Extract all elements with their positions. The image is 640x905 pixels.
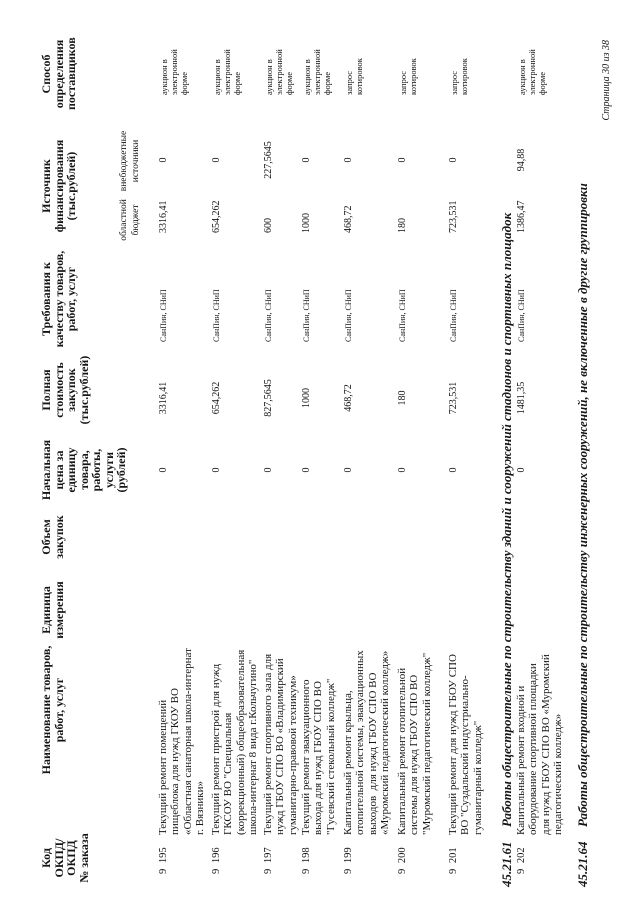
regional-budget-cell: 654,262 xyxy=(211,200,222,233)
requirements-cell: СанПин, СНиП xyxy=(398,289,407,342)
section-title: Работы общестроительные по строительству зданий и сооружений стадионов и спортивных площадок xyxy=(499,212,514,827)
name-cell: Текущий ремонт эвакуационного выхода для нужд ГБОУ СПО ВО "Гусевский стекольный колледж" xyxy=(300,678,337,835)
regional-budget-cell: 468,72 xyxy=(343,205,354,233)
requirements-cell: СанПин, СНиП xyxy=(159,289,168,342)
code-cell: 9 201 xyxy=(448,847,459,874)
requirements-cell: СанПин, СНиП xyxy=(212,289,221,342)
extrabudgetary-cell: 0 xyxy=(301,157,312,163)
unit-price-cell: 0 xyxy=(397,467,408,473)
regional-budget-cell: 723,531 xyxy=(448,200,459,233)
code-cell: 9 200 xyxy=(397,847,408,874)
unit-price-cell: 0 xyxy=(448,467,459,473)
column-header-total-cost: Полная стоимость закупок (тыс.рублей) xyxy=(39,355,91,425)
unit-price-cell: 0 xyxy=(158,467,169,473)
name-cell: Текущий ремонт спортивного зала для нужд ГБОУ СПО ВО «Владимирский гуманитарно-правовой техникум» xyxy=(262,653,299,835)
unit-price-cell: 0 xyxy=(263,467,274,473)
method-cell: запрос котировок xyxy=(344,58,364,95)
total-cost-cell: 827,5645 xyxy=(263,379,274,417)
column-header-volume: Объем закупок xyxy=(39,515,66,559)
method-cell: аукцион в электронной форме xyxy=(159,49,189,95)
extrabudgetary-cell: 0 xyxy=(397,157,408,163)
method-cell: аукцион в электронной форме xyxy=(302,49,332,95)
code-cell: 9 195 xyxy=(158,847,169,874)
total-cost-cell: 468,72 xyxy=(343,384,354,412)
code-cell: 9 199 xyxy=(343,847,354,874)
name-cell: Капитальный ремонт крыльца, отопительной системы, эвакуационных выходов для нужд ГБОУ СПО ВО «Муромский педагогический колледж» xyxy=(342,650,391,835)
code-cell: 9 198 xyxy=(301,847,312,874)
requirements-cell: СанПин, СНиП xyxy=(302,289,311,342)
section-code: 45.21.61 xyxy=(499,841,514,887)
page-number: Страница 30 из 38 xyxy=(601,40,612,121)
table-row xyxy=(447,0,484,905)
name-cell: Текущий ремонт пристрой для нужд ГКСОУ ВО "Специальная (коррекционный) общеобразовательная школа-интернат 8 вида г.Кольчугино" xyxy=(210,649,259,835)
extrabudgetary-cell: 0 xyxy=(448,157,459,163)
column-header-unit: Единица измерения xyxy=(39,581,66,639)
name-cell: Текущий ремонт помещений пищеблока для нужд ГКОУ ВО «Областная санаторная школа-интернат г. Вязники» xyxy=(157,648,206,835)
table-row xyxy=(342,0,392,905)
total-cost-cell: 180 xyxy=(397,390,408,406)
column-header-funding: Источник финансирования (тыс.рублей) xyxy=(39,139,78,233)
unit-price-cell: 0 xyxy=(343,467,354,473)
total-cost-cell: 1481,35 xyxy=(516,381,527,415)
extrabudgetary-cell: 94,88 xyxy=(516,148,527,172)
code-cell: 9 197 xyxy=(263,847,274,874)
column-subheader-extrabudgetary: внебюджетные источники xyxy=(119,130,141,192)
requirements-cell: СанПин, СНиП xyxy=(517,289,526,342)
table-row xyxy=(300,0,337,905)
regional-budget-cell: 600 xyxy=(263,218,274,233)
name-cell: Капитальный ремонт отопительной системы для нужд ГБОУ СПО ВО "Муромский педагогический колледж" xyxy=(396,652,433,835)
regional-budget-cell: 180 xyxy=(397,218,408,233)
regional-budget-cell: 1386,47 xyxy=(516,200,527,233)
column-header-method: Способ определения поставщиков xyxy=(39,37,78,110)
column-subheader-regional-budget: областной бюджет xyxy=(119,199,141,241)
extrabudgetary-cell: 227,5645 xyxy=(263,141,274,179)
unit-price-cell: 0 xyxy=(516,467,527,473)
extrabudgetary-cell: 0 xyxy=(343,157,354,163)
column-header-unit-price: Начальная цена за единицу товара, работы, услуги (рублей) xyxy=(39,439,128,501)
total-cost-cell: 1000 xyxy=(301,388,312,408)
regional-budget-cell: 3316,41 xyxy=(158,200,169,233)
table-row xyxy=(262,0,299,905)
extrabudgetary-cell: 0 xyxy=(158,157,169,163)
total-cost-cell: 723,531 xyxy=(448,381,459,415)
extrabudgetary-cell: 0 xyxy=(211,157,222,163)
name-cell: Капитальный ремонт входной и оборудование спортивной площадки для нужд ГБОУ СПО ВО «Муромский педагогический колледж» xyxy=(515,654,564,835)
requirements-cell: СанПин, СНиП xyxy=(264,289,273,342)
column-header-code: Код ОКПД/ ОКПД № заказа xyxy=(39,833,91,883)
code-cell: 9 196 xyxy=(211,847,222,874)
column-header-name: Наименование товаров, работ, услуг xyxy=(39,645,66,775)
table-row xyxy=(396,0,433,905)
requirements-cell: СанПин, СНиП xyxy=(344,289,353,342)
section-heading xyxy=(500,0,515,905)
unit-price-cell: 0 xyxy=(301,467,312,473)
column-header-requirements: Требования к качеству товаров, работ, услуг xyxy=(39,250,78,348)
method-cell: аукцион в электронной форме xyxy=(212,49,242,95)
unit-price-cell: 0 xyxy=(211,467,222,473)
table-row xyxy=(157,0,207,905)
total-cost-cell: 3316,41 xyxy=(158,381,169,415)
table-row xyxy=(210,0,260,905)
section-heading xyxy=(576,0,591,905)
regional-budget-cell: 1000 xyxy=(301,213,312,233)
section-code: 45.21.64 xyxy=(575,841,590,887)
table-row xyxy=(515,0,565,905)
method-cell: запрос котировок xyxy=(449,58,469,95)
section-title: Работы общестроительные по строительству инженерных сооружений, не включенные в другие группировки xyxy=(575,183,590,827)
method-cell: запрос котировок xyxy=(398,58,418,95)
method-cell: аукцион в электронной форме xyxy=(264,49,294,95)
code-cell: 9 202 xyxy=(516,847,527,874)
method-cell: аукцион в электронной форме xyxy=(517,49,547,95)
total-cost-cell: 654,262 xyxy=(211,381,222,415)
name-cell: Текущий ремонт для нужд ГБОУ СПО ВО "Суздальский индустриально- гуманитарный колледж" xyxy=(447,654,484,835)
requirements-cell: СанПин, СНиП xyxy=(449,289,458,342)
